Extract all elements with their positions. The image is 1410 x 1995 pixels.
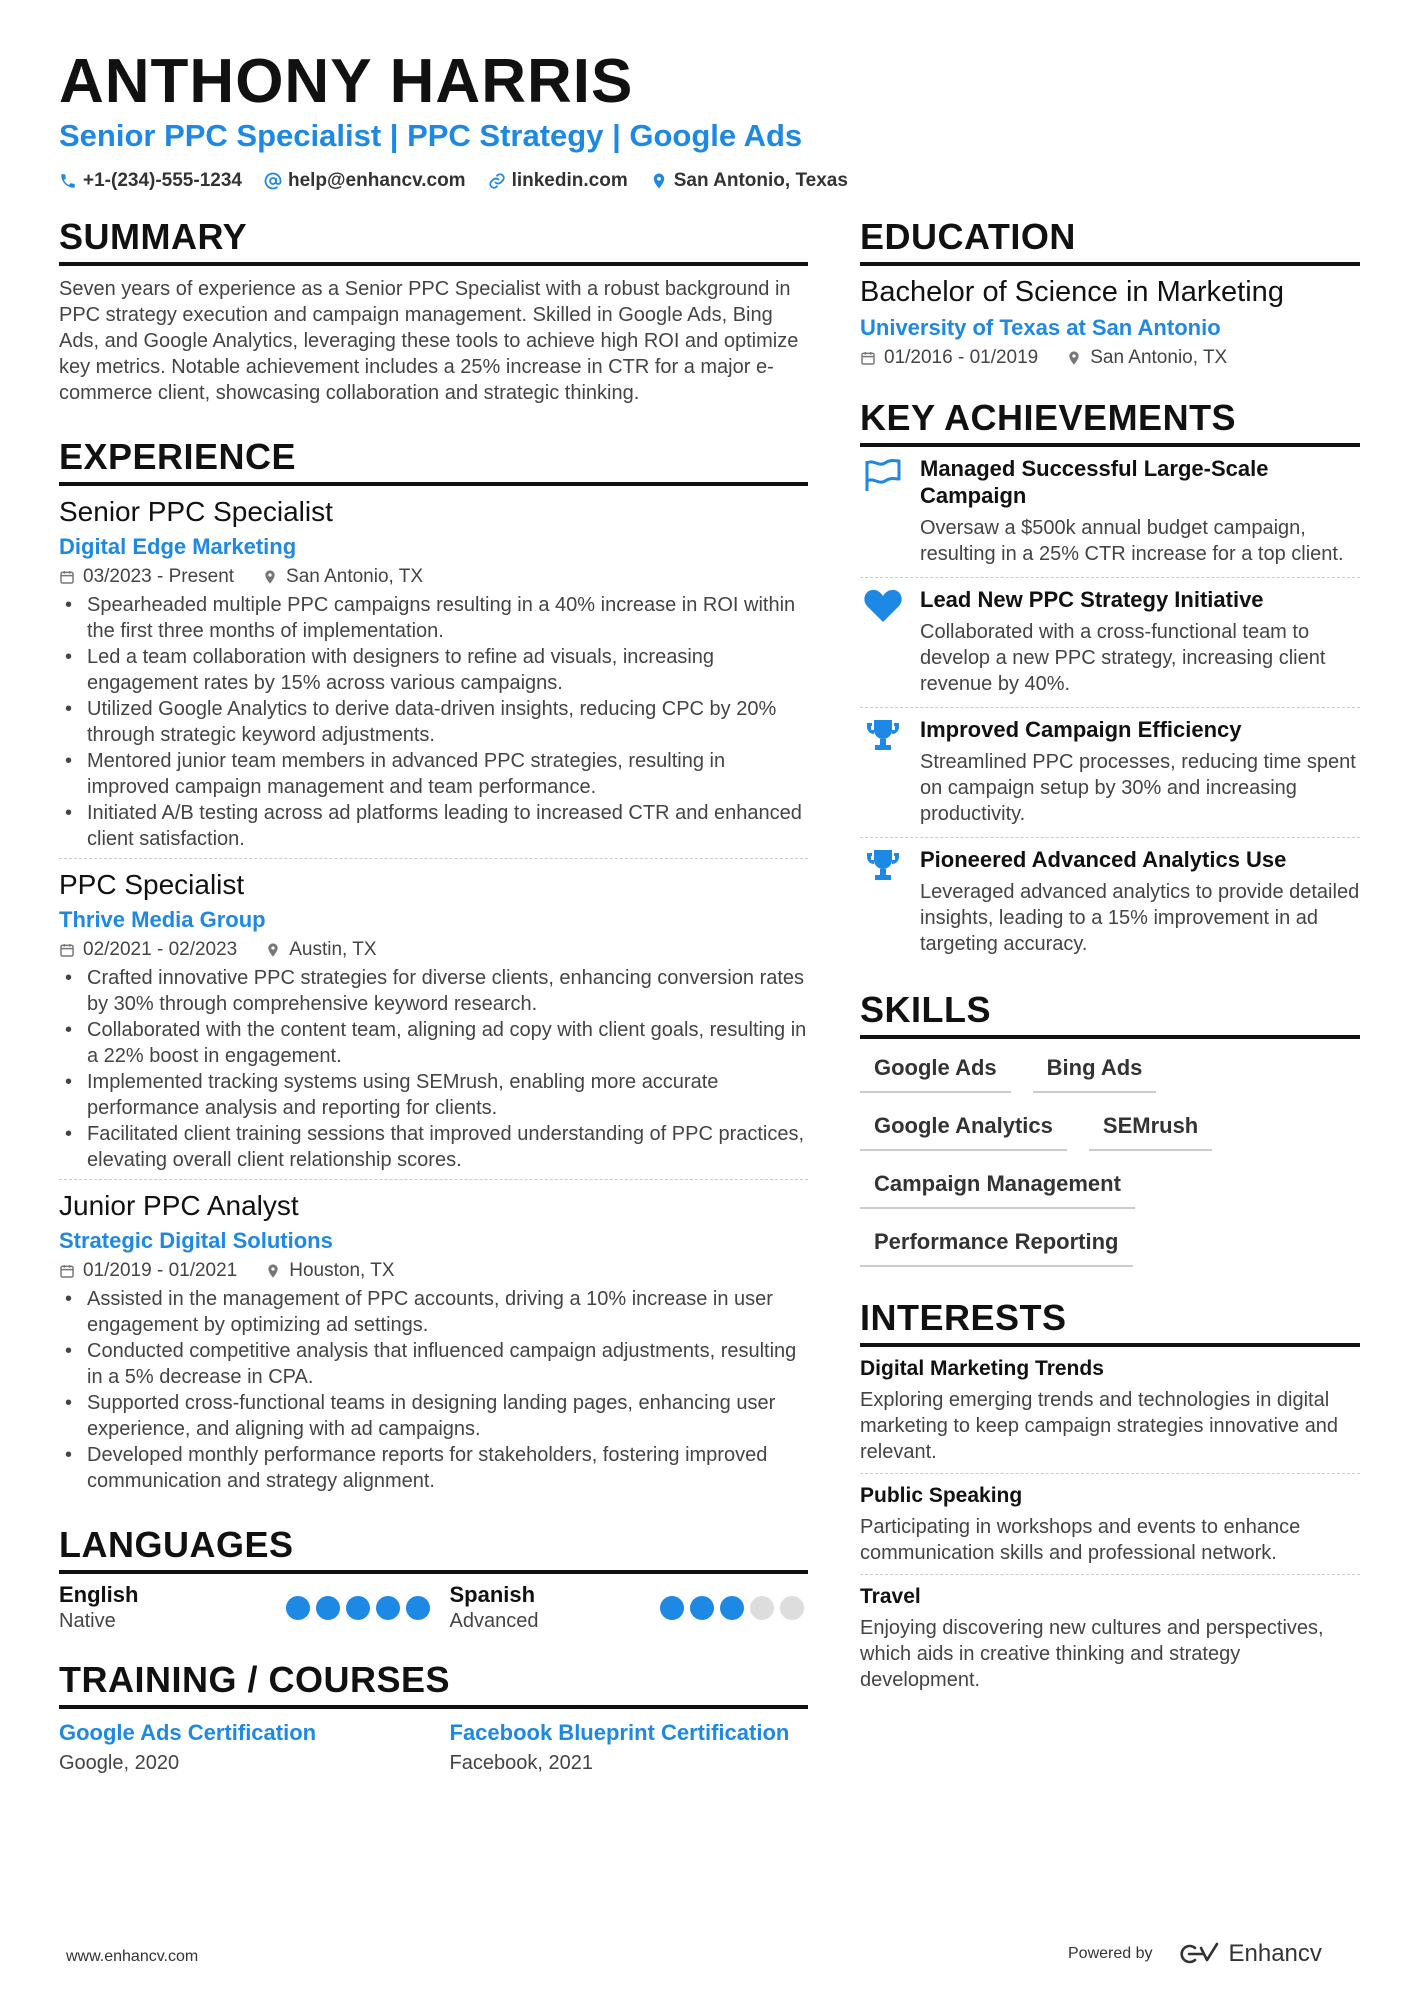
job-dates-text: 01/2019 - 01/2021 — [83, 1260, 238, 1281]
training-heading: TRAINING / COURSES — [59, 1659, 808, 1709]
phone-icon — [59, 172, 77, 190]
experience-section — [59, 436, 808, 1500]
candidate-title: Senior PPC Specialist | PPC Strategy | Google Ads — [59, 118, 803, 153]
at-icon — [264, 172, 282, 190]
skill-tag: Performance Reporting — [860, 1225, 1133, 1267]
achievement-icon — [860, 846, 906, 957]
achievement-item — [860, 708, 1360, 838]
interest-item — [860, 1474, 1360, 1575]
flag-icon — [863, 457, 903, 493]
calendar-icon — [860, 350, 876, 366]
achievement-desc: Leveraged advanced analytics to provide detailed insights, leading to a 15% improvement in ad targeting accuracy. — [920, 881, 1360, 955]
course-provider: Google, 2020 — [59, 1752, 180, 1774]
job-bullet: • Utilized Google Analytics to derive data-driven insights, reducing CPC by 20% through strategic keyword adjustments. — [59, 696, 808, 748]
contact-bar — [59, 170, 848, 192]
trophy-icon — [863, 848, 903, 884]
right-column — [860, 216, 1360, 1701]
contact-phone-text: +1-(234)-555-1234 — [83, 170, 242, 191]
language-item — [434, 1582, 809, 1633]
achievement-item — [860, 838, 1360, 967]
rating-dot-filled — [286, 1596, 310, 1620]
achievements-heading: KEY ACHIEVEMENTS — [860, 397, 1360, 447]
achievement-title: Improved Campaign Efficiency — [920, 717, 1242, 742]
course-name: Google Ads Certification — [59, 1720, 317, 1745]
skills-heading: SKILLS — [860, 989, 1360, 1039]
company-name: Thrive Media Group — [59, 907, 266, 932]
job-bullets — [59, 1286, 808, 1494]
achievement-title: Lead New PPC Strategy Initiative — [920, 587, 1264, 612]
job-entry — [59, 496, 808, 859]
enhancv-logo-icon — [1175, 1942, 1221, 1966]
course-name: Facebook Blueprint Certification — [449, 1720, 790, 1745]
language-name: Spanish — [449, 1582, 536, 1607]
job-bullet: • Developed monthly performance reports for stakeholders, fostering improved communication and strategy alignment. — [59, 1442, 808, 1494]
company-name: Digital Edge Marketing — [59, 534, 297, 559]
summary-heading: SUMMARY — [59, 216, 808, 266]
job-meta — [59, 1260, 808, 1282]
rating-dot-empty — [750, 1596, 774, 1620]
summary-section — [59, 216, 808, 406]
achievement-title: Pioneered Advanced Analytics Use — [920, 847, 1287, 872]
job-bullet: • Initiated A/B testing across ad platforms leading to increased CTR and enhanced client satisfaction. — [59, 800, 808, 852]
contact-email[interactable] — [264, 170, 466, 192]
heart-icon — [863, 588, 903, 624]
interests-heading: INTERESTS — [860, 1297, 1360, 1347]
rating-dot-filled — [720, 1596, 744, 1620]
job-dates — [59, 1260, 237, 1282]
language-text — [59, 1582, 138, 1633]
education-heading: EDUCATION — [860, 216, 1360, 266]
language-rating — [660, 1596, 804, 1620]
location-pin-icon — [262, 569, 278, 585]
achievement-item — [860, 447, 1360, 578]
education-location — [1066, 347, 1227, 369]
interest-title: Digital Marketing Trends — [860, 1357, 1104, 1380]
language-rating — [286, 1596, 430, 1620]
skills-section — [860, 989, 1360, 1267]
skills-list — [860, 1051, 1360, 1267]
interest-desc: Participating in workshops and events to enhance communication skills and professional network. — [860, 1516, 1301, 1564]
rating-dot-filled — [376, 1596, 400, 1620]
job-entry — [59, 1190, 808, 1500]
left-column — [59, 216, 808, 1775]
achievement-item — [860, 578, 1360, 708]
course-item — [59, 1719, 434, 1775]
achievement-body — [920, 846, 1360, 957]
job-dates — [59, 566, 234, 588]
job-bullet: • Conducted competitive analysis that influenced campaign adjustments, resulting in a 5% decrease in CPA. — [59, 1338, 808, 1390]
job-title: PPC Specialist — [59, 869, 245, 900]
education-location-text: San Antonio, TX — [1090, 347, 1228, 368]
contact-phone[interactable] — [59, 170, 242, 192]
achievement-icon — [860, 716, 906, 827]
language-name: English — [59, 1582, 139, 1607]
job-bullet: • Crafted innovative PPC strategies for diverse clients, enhancing conversion rates by 30% through comprehensive keyword research. — [59, 965, 808, 1017]
candidate-name: ANTHONY HARRIS — [59, 47, 634, 116]
calendar-icon — [59, 1263, 75, 1279]
contact-location — [650, 170, 848, 192]
achievement-body — [920, 586, 1360, 697]
education-section — [860, 216, 1360, 369]
achievement-body — [920, 455, 1360, 567]
powered-by-label: Powered by — [1068, 1945, 1153, 1962]
job-location — [262, 566, 423, 588]
job-dates-text: 03/2023 - Present — [83, 566, 235, 587]
job-bullet: • Led a team collaboration with designers to refine ad visuals, increasing engagement rates by 15% across various campaigns. — [59, 644, 808, 696]
skill-tag: SEMrush — [1089, 1109, 1212, 1151]
footer-website[interactable]: www.enhancv.com — [66, 1948, 199, 1965]
courses-list — [59, 1719, 808, 1775]
rating-dot-filled — [346, 1596, 370, 1620]
achievement-desc: Streamlined PPC processes, reducing time spent on campaign setup by 30% and increasing productivity. — [920, 751, 1356, 825]
job-entry — [59, 869, 808, 1180]
course-item — [434, 1719, 809, 1775]
job-title: Junior PPC Analyst — [59, 1190, 299, 1221]
achievement-title: Managed Successful Large-Scale Campaign — [920, 456, 1269, 508]
language-item — [59, 1582, 434, 1633]
degree: Bachelor of Science in Marketing — [860, 276, 1284, 308]
interest-desc: Exploring emerging trends and technologies in digital marketing to keep campaign strategies innovative and relevant. — [860, 1389, 1339, 1463]
job-bullet: • Spearheaded multiple PPC campaigns resulting in a 40% increase in ROI within the first three months of implementation. — [59, 592, 808, 644]
link-icon — [488, 172, 506, 190]
location-pin-icon — [265, 942, 281, 958]
skill-tag: Google Analytics — [860, 1109, 1067, 1151]
job-bullet: • Supported cross-functional teams in designing landing pages, enhancing user experience, and aligning with ad campaigns. — [59, 1390, 808, 1442]
language-level: Native — [59, 1610, 116, 1632]
job-bullet: • Assisted in the management of PPC accounts, driving a 10% increase in user engagement by optimizing ad settings. — [59, 1286, 808, 1338]
languages-list — [59, 1582, 808, 1633]
interest-item — [860, 1575, 1360, 1701]
brand-name: Enhancv — [1228, 1940, 1322, 1967]
rating-dot-filled — [316, 1596, 340, 1620]
achievement-desc: Oversaw a $500k annual budget campaign, resulting in a 25% CTR increase for a top client. — [920, 517, 1344, 565]
contact-link-text: linkedin.com — [511, 170, 628, 191]
achievement-icon — [860, 586, 906, 697]
calendar-icon — [59, 569, 75, 585]
job-bullet: • Mentored junior team members in advanced PPC strategies, resulting in improved campaign management and team performance. — [59, 748, 808, 800]
job-dates-text: 02/2021 - 02/2023 — [83, 939, 238, 960]
contact-location-text: San Antonio, Texas — [673, 170, 848, 191]
school-name: University of Texas at San Antonio — [860, 315, 1221, 340]
job-bullet: • Implemented tracking systems using SEMrush, enabling more accurate performance analysis and reporting for clients. — [59, 1069, 808, 1121]
rating-dot-filled — [406, 1596, 430, 1620]
job-bullets — [59, 592, 808, 852]
language-text — [450, 1582, 539, 1633]
interest-title: Travel — [860, 1585, 921, 1608]
location-pin-icon — [265, 1263, 281, 1279]
contact-link[interactable] — [488, 170, 628, 192]
achievements-section — [860, 397, 1360, 967]
interests-section — [860, 1297, 1360, 1701]
education-dates — [860, 347, 1038, 369]
job-bullet: • Collaborated with the content team, aligning ad copy with client goals, resulting in a 22% boost in engagement. — [59, 1017, 808, 1069]
interest-item — [860, 1347, 1360, 1474]
job-location-text: Austin, TX — [289, 939, 377, 960]
rating-dot-empty — [780, 1596, 804, 1620]
location-pin-icon — [1066, 350, 1082, 366]
contact-email-text: help@enhancv.com — [287, 170, 466, 191]
languages-section — [59, 1524, 808, 1633]
company-name: Strategic Digital Solutions — [59, 1228, 333, 1253]
location-pin-icon — [650, 172, 668, 190]
course-provider: Facebook, 2021 — [449, 1752, 593, 1774]
achievement-body — [920, 716, 1360, 827]
footer-brand — [1068, 1940, 1322, 1968]
rating-dot-filled — [690, 1596, 714, 1620]
skill-tag: Google Ads — [860, 1051, 1011, 1093]
skill-tag: Campaign Management — [860, 1167, 1135, 1209]
calendar-icon — [59, 942, 75, 958]
job-location — [265, 939, 376, 961]
experience-heading: EXPERIENCE — [59, 436, 808, 486]
language-level: Advanced — [449, 1610, 539, 1632]
job-meta — [59, 566, 808, 588]
languages-heading: LANGUAGES — [59, 1524, 808, 1574]
interest-title: Public Speaking — [860, 1484, 1023, 1507]
rating-dot-filled — [660, 1596, 684, 1620]
job-location — [265, 1260, 394, 1282]
job-dates — [59, 939, 237, 961]
job-title: Senior PPC Specialist — [59, 496, 333, 527]
job-bullet: • Facilitated client training sessions that improved understanding of PPC practices, elevating overall client relationship scores. — [59, 1121, 808, 1173]
achievement-desc: Collaborated with a cross-functional team to develop a new PPC strategy, increasing client revenue by 40%. — [920, 621, 1326, 695]
enhancv-logo[interactable] — [1175, 1940, 1322, 1968]
education-dates-text: 01/2016 - 01/2019 — [884, 347, 1039, 368]
training-section — [59, 1659, 808, 1775]
trophy-icon — [863, 718, 903, 754]
job-location-text: San Antonio, TX — [286, 566, 424, 587]
job-bullets — [59, 965, 808, 1173]
job-meta — [59, 939, 808, 961]
job-location-text: Houston, TX — [289, 1260, 395, 1281]
interest-desc: Enjoying discovering new cultures and perspectives, which aids in creative thinking and strategy development. — [860, 1617, 1324, 1691]
achievement-icon — [860, 455, 906, 567]
education-meta — [860, 347, 1360, 369]
summary-text: Seven years of experience as a Senior PPC Specialist with a robust background in PPC strategy execution and campaign management. Skilled in Google Ads, Bing Ads, and Google Analytics, leveraging these tools to achieve high ROI and optimize key metrics. Notable achievement includes a 25% increase in CTR for a major e-commerce client, showcasing collaboration and strategic thinking. — [59, 278, 799, 404]
skill-tag: Bing Ads — [1033, 1051, 1157, 1093]
